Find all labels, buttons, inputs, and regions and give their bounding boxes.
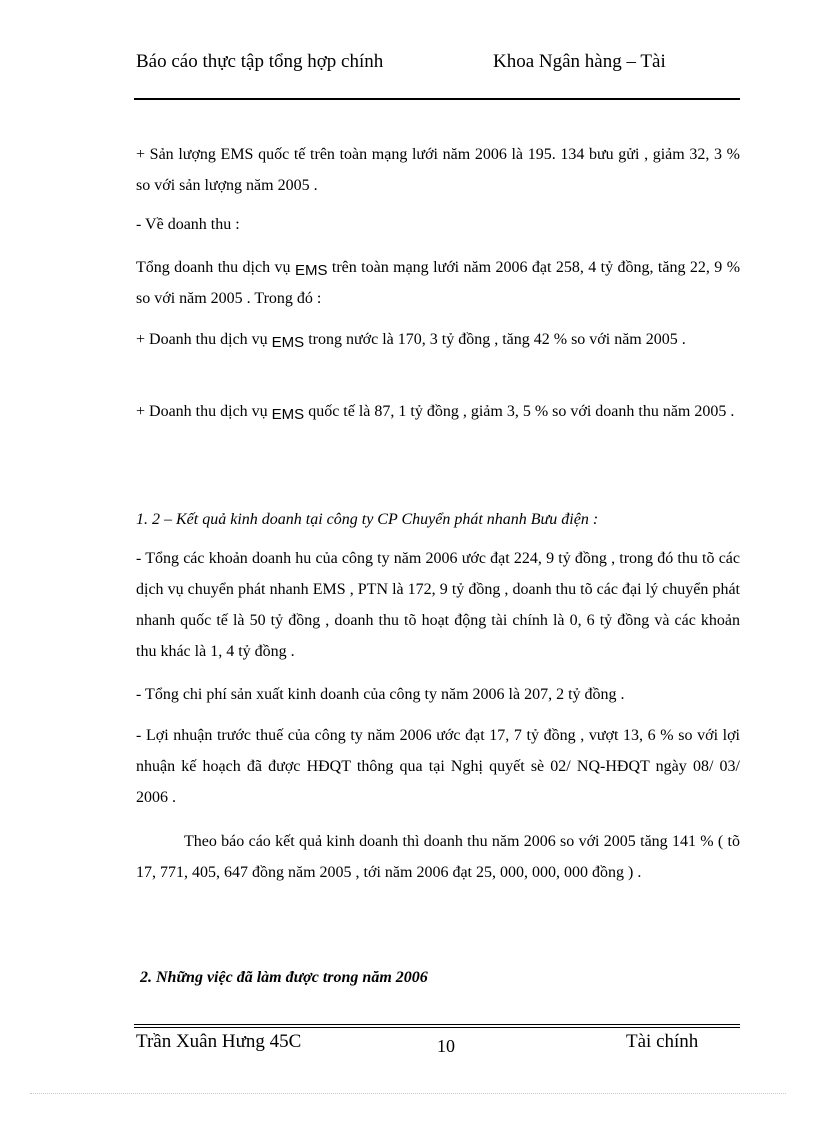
section-title: 2. Những việc đã làm được trong năm 2006 bbox=[140, 969, 428, 986]
paragraph-ems-international-volume: + Sản lượng EMS quốc tế trên toàn mạng lưới năm 2006 là 195. 134 bưu gửi , giảm 32, 3 % so với sản lượng năm 2005 . bbox=[136, 146, 740, 194]
footer-divider bbox=[134, 1027, 740, 1028]
paragraph-company-profit: - Lợi nhuận trước thuế của công ty năm 2006 ước đạt 17, 7 tỷ đồng , vượt 13, 6 % so với lợi nhuận kế hoạch đã được HĐQT thông qua tại Nghị quyết sè 02/ NQ-HĐQT ngày 08/ 03/ 2006 . bbox=[136, 727, 740, 806]
ems-label: EMS bbox=[294, 262, 328, 279]
header-divider bbox=[134, 98, 740, 100]
paragraph-revenue-growth: Theo báo cáo kết quả kinh doanh thì doanh thu năm 2006 so với 2005 tăng 141 % ( tõ 17, 771, 405, 647 đồng năm 2005 , tới năm 2006 đạt 25, 000, 000, 000 đồng ) . bbox=[136, 833, 740, 881]
ems-label: EMS bbox=[271, 334, 305, 351]
subsection-heading: 1. 2 – Kết quả kinh doanh tại công ty CP Chuyển phát nhanh Bưu điện : bbox=[136, 511, 599, 528]
text-segment: quốc tế là 87, 1 tỷ đồng , giảm 3, 5 % so với doanh thu năm 2005 . bbox=[308, 403, 735, 420]
page-edge-dotted-line bbox=[30, 1093, 786, 1094]
paragraph-revenue-heading: - Về doanh thu : bbox=[136, 216, 240, 233]
text-segment: Tổng doanh thu dịch vụ bbox=[136, 259, 291, 276]
ems-label: EMS bbox=[271, 406, 305, 423]
text-segment: trong nước là 170, 3 tỷ đồng , tăng 42 % so với năm 2005 . bbox=[308, 331, 686, 348]
paragraph-company-costs: - Tổng chi phí sản xuất kinh doanh của công ty năm 2006 là 207, 2 tỷ đồng . bbox=[136, 686, 625, 703]
page-number: 10 bbox=[437, 1036, 455, 1056]
paragraph-domestic-revenue bbox=[136, 324, 740, 355]
text-segment: trên toàn mạng lưới năm 2006 đạt 258, 4 tỷ đồng, tăng 22, 9 % so với năm 2005 . Trong đó : bbox=[136, 259, 741, 307]
paragraph-international-revenue bbox=[136, 396, 740, 427]
footer-department: Tài chính bbox=[626, 1031, 699, 1052]
header-report-title: Báo cáo thực tập tổng hợp chính bbox=[136, 51, 384, 72]
paragraph-total-revenue bbox=[136, 252, 740, 314]
paragraph-company-revenue: - Tổng các khoản doanh hu của công ty năm 2006 ước đạt 224, 9 tỷ đồng , trong đó thu tõ các dịch vụ chuyển phát nhanh EMS , PTN là 172, 9 tỷ đồng , doanh thu tõ các đại lý chuyển phát nhanh quốc tế là 50 tỷ đồng , doanh thu tõ hoạt động tài chính là 0, 6 tỷ đồng và các khoản thu khác là 1, 4 tỷ đồng . bbox=[136, 550, 740, 660]
header-faculty: Khoa Ngân hàng – Tài bbox=[493, 51, 666, 72]
text-segment: + Doanh thu dịch vụ bbox=[136, 331, 268, 348]
text-segment: + Doanh thu dịch vụ bbox=[136, 403, 268, 420]
footer-author: Trần Xuân Hưng 45C bbox=[136, 1031, 302, 1052]
footer-divider bbox=[134, 1024, 740, 1025]
